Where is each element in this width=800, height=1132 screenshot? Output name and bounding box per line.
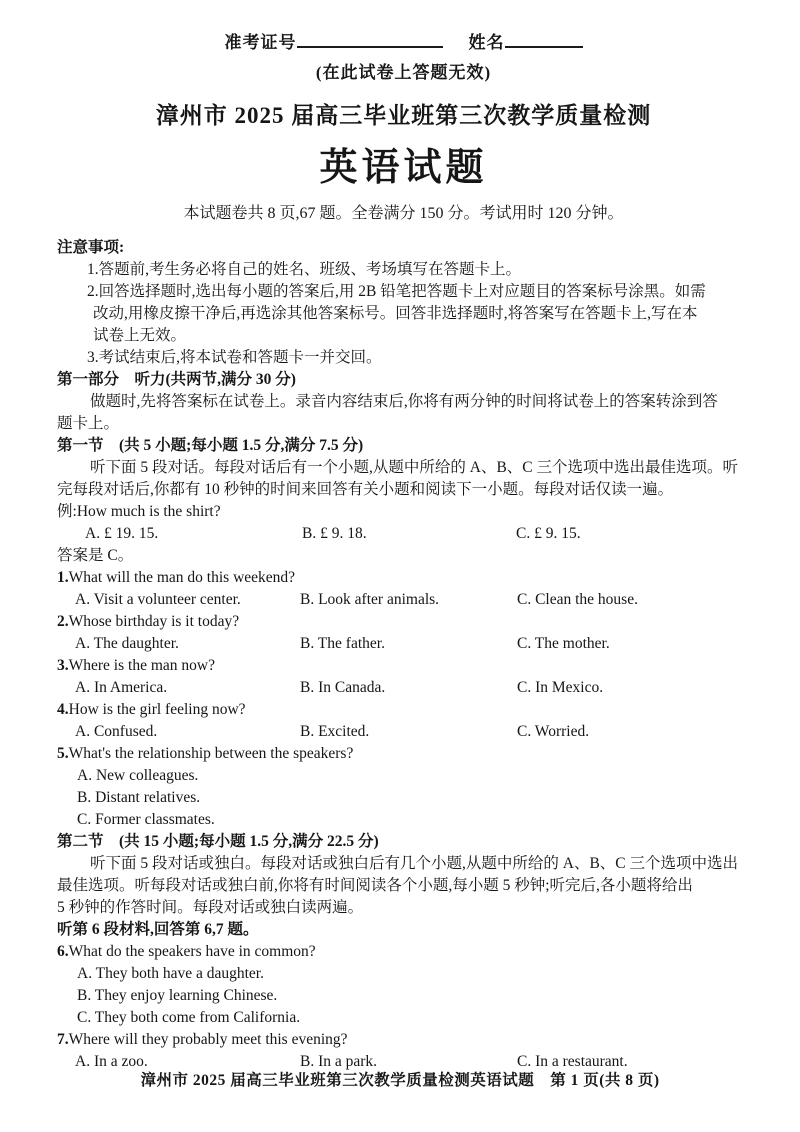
- question-7-option-c: C. In a restaurant.: [517, 1053, 628, 1070]
- section2-para-line-2: 最佳选项。听每段对话或独白前,你将有时间阅读各个小题,每小题 5 秒钟;听完后,各小题将给出: [57, 877, 693, 894]
- question-2-number: 2.: [57, 613, 69, 630]
- question-5-option-c: C. Former classmates.: [77, 811, 215, 828]
- part1-para-line-2: 题卡上。: [57, 415, 120, 432]
- question-3-option-a: A. In America.: [75, 679, 168, 696]
- question-1-text: What will the man do this weekend?: [68, 569, 296, 586]
- name-label: 姓名: [468, 33, 505, 52]
- question-2-option-c: C. The mother.: [517, 635, 610, 652]
- question-3-text: Where is the man now?: [68, 657, 215, 674]
- question-4-text: How is the girl feeling now?: [68, 701, 246, 718]
- paper-body: [57, 237, 750, 1073]
- notices-heading: 注意事项:: [57, 239, 125, 256]
- subject-title: 英语试题: [319, 147, 488, 189]
- question-1-options-row: [57, 589, 750, 611]
- question-5-option-b: B. Distant relatives.: [77, 789, 201, 806]
- question-6: [57, 941, 750, 963]
- question-3: [57, 655, 750, 677]
- section2-heading: 第二节 (共 15 小题;每小题 1.5 分,满分 22.5 分): [57, 833, 379, 850]
- example-label: 例:: [57, 503, 77, 520]
- paper-info-line: 本试题卷共 8 页,67 题。全卷满分 150 分。考试用时 120 分钟。: [183, 205, 624, 222]
- notice-item-1: 1.答题前,考生务必将自己的姓名、班级、考场填写在答题卡上。: [87, 261, 522, 278]
- notice-item-3: 3.考试结束后,将本试卷和答题卡一并交回。: [87, 349, 382, 366]
- question-5-text: What's the relationship between the speakers?: [68, 745, 354, 762]
- question-6-option-a: A. They both have a daughter.: [77, 965, 264, 982]
- question-4-option-a: A. Confused.: [75, 723, 158, 740]
- question-2: [57, 611, 750, 633]
- question-5: [57, 743, 750, 765]
- paper-header: [57, 28, 750, 223]
- example-question-text: How much is the shirt?: [76, 503, 221, 520]
- question-4-number: 4.: [57, 701, 69, 718]
- invalid-answer-note: (在此试卷上答题无效): [315, 63, 492, 82]
- exam-number-label: 准考证号: [224, 33, 297, 52]
- question-4-option-c: C. Worried.: [517, 723, 590, 740]
- section1-para-line-2: 完每段对话后,你都有 10 秒钟的时间来回答有关小题和阅读下一小题。每段对话仅读一遍。: [57, 481, 674, 498]
- question-2-text: Whose birthday is it today?: [68, 613, 240, 630]
- notice-item-2-line-1: 2.回答选择题时,选出每小题的答案后,用 2B 铅笔把答题卡上对应题目的答案标号涂黑。如需: [87, 283, 706, 300]
- name-blank: [505, 32, 583, 48]
- question-1-option-b: B. Look after animals.: [300, 591, 440, 608]
- question-2-option-a: A. The daughter.: [75, 635, 179, 652]
- notice-item-2-line-3: 试卷上无效。: [93, 327, 187, 344]
- question-2-options-row: [57, 633, 750, 655]
- part1-para-line-1: 做题时,先将答案标在试卷上。录音内容结束后,你将有两分钟的时间将试卷上的答案转涂到答: [90, 393, 718, 410]
- part1-heading: 第一部分 听力(共两节,满分 30 分): [57, 371, 296, 388]
- question-5-option-a: A. New colleagues.: [77, 767, 199, 784]
- question-6-option-b: B. They enjoy learning Chinese.: [77, 987, 278, 1004]
- question-3-options-row: [57, 677, 750, 699]
- example-options-row: [57, 523, 750, 545]
- question-6-number: 6.: [57, 943, 69, 960]
- question-1-option-a: A. Visit a volunteer center.: [75, 591, 241, 608]
- question-2-option-b: B. The father.: [300, 635, 385, 652]
- question-3-option-c: C. In Mexico.: [517, 679, 604, 696]
- example-answer: 答案是 C。: [57, 547, 134, 564]
- material-6-note: 听第 6 段材料,回答第 6,7 题。: [57, 921, 259, 938]
- question-7: [57, 1029, 750, 1051]
- question-7-option-a: A. In a zoo.: [75, 1053, 148, 1070]
- notice-item-2-line-2: 改动,用橡皮擦干净后,再选涂其他答案标号。回答非选择题时,将答案写在答题卡上,写在本: [93, 305, 698, 322]
- question-1-option-c: C. Clean the house.: [517, 591, 638, 608]
- question-7-number: 7.: [57, 1031, 69, 1048]
- example-option-a: A. £ 19. 15.: [85, 525, 159, 542]
- example-option-b: B. £ 9. 18.: [302, 525, 367, 542]
- section1-para-line-1: 听下面 5 段对话。每段对话后有一个小题,从题中所给的 A、B、C 三个选项中选出最佳选项。听: [90, 459, 738, 476]
- question-1-number: 1.: [57, 569, 69, 586]
- example-option-c: C. £ 9. 15.: [516, 525, 581, 542]
- question-4: [57, 699, 750, 721]
- section2-para-line-1: 听下面 5 段对话或独白。每段对话或独白后有几个小题,从题中所给的 A、B、C 三个选项中选出: [90, 855, 738, 872]
- question-4-option-b: B. Excited.: [300, 723, 370, 740]
- question-1: [57, 567, 750, 589]
- exam-title: 漳州市 2025 届高三毕业班第三次教学质量检测: [155, 103, 652, 128]
- question-7-option-b: B. In a park.: [300, 1053, 378, 1070]
- section2-para-line-3: 5 秒钟的作答时间。每段对话或独白读两遍。: [57, 899, 364, 916]
- page-footer: 漳州市 2025 届高三毕业班第三次教学质量检测英语试题 第 1 页(共 8 页): [140, 1072, 660, 1089]
- section1-heading: 第一节 (共 5 小题;每小题 1.5 分,满分 7.5 分): [57, 437, 364, 454]
- question-3-number: 3.: [57, 657, 69, 674]
- question-5-number: 5.: [57, 745, 69, 762]
- exam-number-blank: [297, 32, 443, 48]
- question-6-text: What do the speakers have in common?: [68, 943, 316, 960]
- question-6-option-c: C. They both come from California.: [77, 1009, 301, 1026]
- question-4-options-row: [57, 721, 750, 743]
- question-3-option-b: B. In Canada.: [300, 679, 386, 696]
- example-prompt: [57, 501, 750, 523]
- question-7-text: Where will they probably meet this evening?: [68, 1031, 348, 1048]
- candidate-info-line: [57, 28, 750, 53]
